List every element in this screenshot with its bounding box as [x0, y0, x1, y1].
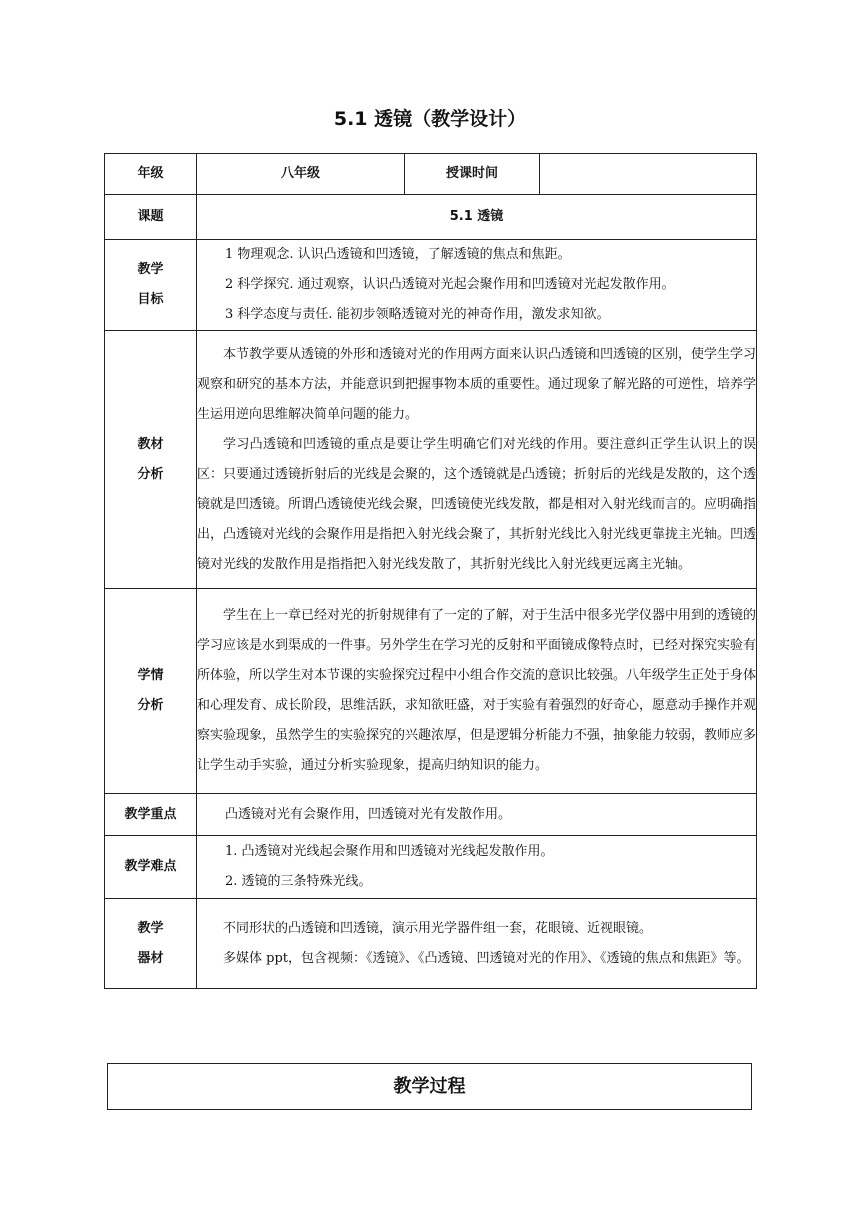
student-analysis-content [197, 589, 757, 794]
material-analysis-label [105, 331, 197, 589]
student-analysis-label [105, 589, 197, 794]
objective-item: 3 科学态度与责任. 能初步领略透镜对光的神奇作用，激发求知欲。 [225, 307, 610, 322]
objectives-label-line: 教学 [137, 262, 164, 277]
equipment-content [197, 899, 757, 989]
lesson-info-table [104, 153, 757, 989]
material-analysis-content [197, 331, 757, 589]
difficulties-row [105, 836, 757, 899]
topic-row [105, 195, 757, 240]
page-title: 5.1 透镜（教学设计） [333, 108, 527, 130]
objectives-row [105, 240, 757, 331]
equipment-label-line: 教学 [137, 920, 164, 936]
equipment-paragraph: 多媒体 ppt，包含视频：《透镜》、《凸透镜、凹透镜对光的作用》、《透镜的焦点和焦距》等。 [223, 950, 750, 966]
topic-value: 5.1 透镜 [197, 195, 757, 240]
class-time-value [540, 154, 757, 195]
grade-label: 年级 [105, 154, 197, 195]
objective-item: 1 物理观念. 认识凸透镜和凹透镜，了解透镜的焦点和焦距。 [225, 247, 571, 262]
objectives-label-line: 目标 [137, 292, 164, 307]
objectives-content [197, 240, 757, 331]
key-points-content [197, 794, 757, 836]
equipment-label [105, 899, 197, 989]
objectives-label [105, 240, 197, 331]
material-analysis-paragraph: 本节教学要从透镜的外形和透镜对光的作用两方面来认识凸透镜和凹透镜的区别，使学生学习观察和研究的基本方法，并能意识到把握事物本质的重要性。通过现象了解光路的可逆性，培养学生运用逆向思维解决简单问题的能力。 [197, 346, 757, 422]
material-analysis-paragraph: 学习凸透镜和凹透镜的重点是要让学生明确它们对光线的作用。要注意纠正学生认识上的误区：只要通过透镜折射后的光线是会聚的，这个透镜就是凸透镜；折射后的光线是发散的，这个透镜就是凹透镜。所谓凸透镜使光线会聚，凹透镜使光线发散，都是相对入射光线而言的。应明确指出，凸透镜对光线的会聚作用是指把入射光线会聚了，其折射光线比入射光线更靠拢主光轴。凹透镜对光线的发散作用是指指把入射光线发散了，其折射光线比入射光线更远离主光轴。 [197, 436, 757, 572]
objective-item: 2 科学探究. 通过观察，认识凸透镜对光起会聚作用和凹透镜对光起发散作用。 [225, 277, 675, 292]
class-time-label: 授课时间 [405, 154, 540, 195]
key-points-row [105, 794, 757, 836]
topic-label: 课题 [105, 195, 197, 240]
equipment-row [105, 899, 757, 989]
material-analysis-row [105, 331, 757, 589]
student-analysis-label-line: 学情 [137, 668, 164, 683]
student-analysis-row [105, 589, 757, 794]
difficulty-item: 1. 凸透镜对光线起会聚作用和凹透镜对光线起发散作用。 [225, 844, 554, 859]
equipment-label-line: 器材 [137, 950, 164, 966]
key-points-text: 凸透镜对光有会聚作用，凹透镜对光有发散作用。 [225, 806, 512, 822]
difficulty-item: 2. 透镜的三条特殊光线。 [225, 874, 372, 889]
student-analysis-label-line: 分析 [137, 698, 164, 713]
grade-row [105, 154, 757, 195]
student-analysis-paragraph: 学生在上一章已经对光的折射规律有了一定的了解，对于生活中很多光学仪器中用到的透镜的学习应该是水到渠成的一件事。另外学生在学习光的反射和平面镜成像特点时，已经对探究实验有所体验，所以学生对本节课的实验探究过程中小组合作交流的意识比较强。八年级学生正处于身体和心理发育、成长阶段，思维活跃，求知欲旺盛，对于实验有着强烈的好奇心，愿意动手操作并观察实验现象，虽然学生的实验探究的兴趣浓厚，但是逻辑分析能力不强，抽象能力较弱，教师应多让学生动手实验，通过分析实验现象，提高归纳知识的能力。 [197, 608, 757, 773]
difficulties-content [197, 836, 757, 899]
difficulties-label: 教学难点 [105, 836, 197, 899]
equipment-paragraph: 不同形状的凸透镜和凹透镜，演示用光学器件组一套，花眼镜、近视眼镜。 [223, 920, 653, 936]
material-analysis-label-line: 教材 [137, 436, 164, 452]
key-points-label: 教学重点 [105, 794, 197, 836]
teaching-process-heading: 教学过程 [107, 1063, 752, 1110]
material-analysis-label-line: 分析 [137, 466, 164, 482]
grade-value: 八年级 [197, 154, 405, 195]
